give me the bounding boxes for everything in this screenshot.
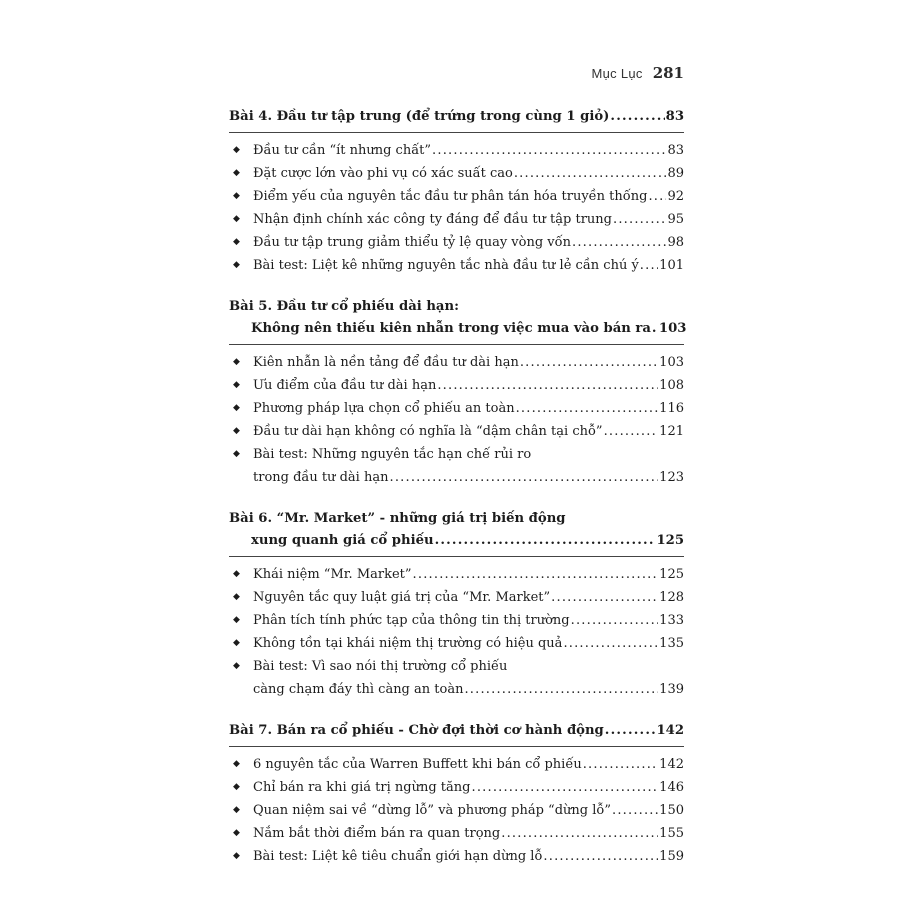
- dot-leader: [571, 609, 659, 632]
- toc-entry-line: [253, 397, 684, 420]
- toc-entry: [229, 799, 684, 822]
- toc-entry-text: 6 nguyên tắc của Warren Buffett khi bán cổ phiếu: [253, 757, 582, 772]
- diamond-bullet-icon: ◆: [233, 759, 240, 769]
- toc-section: [229, 508, 684, 701]
- section-title-line: [229, 530, 684, 552]
- toc-entry-line: [253, 351, 684, 374]
- toc-entry-text: Nắm bắt thời điểm bán ra quan trọng: [253, 826, 501, 841]
- toc-entry: [229, 397, 684, 420]
- section-title-line: [229, 508, 684, 530]
- toc-section: [229, 720, 684, 868]
- running-header-title: Mục Lục: [591, 66, 643, 81]
- toc-entry-body: [253, 374, 684, 397]
- toc-entry-line: [253, 609, 684, 632]
- toc-entry: [229, 845, 684, 868]
- toc-entry-page-number: 146: [659, 780, 684, 795]
- diamond-bullet-icon: ◆: [233, 357, 240, 367]
- toc-entry-line: [253, 776, 684, 799]
- toc-entry: [229, 753, 684, 776]
- toc-entry-body: [253, 254, 684, 277]
- toc-entry-body: [253, 563, 684, 586]
- toc-entry: [229, 139, 684, 162]
- toc-entry-body: [253, 397, 684, 420]
- toc-entry-line: [253, 563, 684, 586]
- section-title-line: [229, 318, 687, 340]
- running-header-page-number: 281: [652, 64, 684, 82]
- toc-entry-line: [253, 753, 684, 776]
- toc-entry-body: [253, 231, 684, 254]
- toc-entry-page-number: 92: [667, 189, 684, 204]
- toc-entry-line: [253, 254, 684, 277]
- toc-entry-page-number: 116: [659, 401, 684, 416]
- diamond-bullet-icon: ◆: [233, 237, 240, 247]
- dot-leader: [604, 420, 659, 443]
- section-title-line: [229, 106, 684, 128]
- toc-entry-body: [253, 609, 684, 632]
- toc-section: [229, 296, 687, 489]
- toc-entry-line: [253, 586, 684, 609]
- toc-entry-text: Quan niệm sai về “dừng lỗ” và phương pháp “dừng lỗ”: [253, 803, 611, 818]
- toc-entry-page-number: 101: [659, 258, 684, 273]
- toc-entry-line: [253, 185, 684, 208]
- toc-entry-body: [253, 845, 684, 868]
- toc-entry-page-number: 150: [659, 803, 684, 818]
- section-title-text: xung quanh giá cổ phiếu: [251, 533, 434, 548]
- toc-entry-line: [253, 632, 684, 655]
- dot-leader: [551, 586, 658, 609]
- section-title: [229, 106, 684, 128]
- toc-entry-body: [253, 586, 684, 609]
- dot-leader: [613, 208, 666, 231]
- toc-entry: [229, 420, 684, 443]
- toc-entry-page-number: 108: [659, 378, 684, 393]
- diamond-bullet-icon: ◆: [233, 260, 240, 270]
- toc-entry-line: [253, 678, 684, 701]
- dot-leader: [640, 254, 658, 277]
- dot-leader: [563, 632, 658, 655]
- toc-entry-page-number: 133: [659, 613, 684, 628]
- section-title-text: Bài 5. Đầu tư cổ phiếu dài hạn:: [229, 299, 459, 314]
- toc-entry-text: Đầu tư cần “ít nhưng chất”: [253, 143, 432, 158]
- dot-leader: [437, 374, 658, 397]
- toc-entry-body: [253, 139, 684, 162]
- dot-leader: [501, 822, 658, 845]
- toc-entry-text: Nhận định chính xác công ty đáng để đầu tư tập trung: [253, 212, 612, 227]
- dot-leader: [514, 162, 667, 185]
- toc-entry-line: [253, 443, 684, 466]
- toc-entry-text: càng chạm đáy thì càng an toàn: [253, 682, 464, 697]
- dot-leader: [572, 231, 666, 254]
- section-title: [229, 508, 684, 552]
- section-divider: [229, 344, 684, 345]
- toc-entry-text: Bài test: Vì sao nói thị trường cổ phiếu: [253, 659, 508, 674]
- toc-entry-page-number: 83: [667, 143, 684, 158]
- section-page-number: 103: [658, 321, 687, 336]
- toc-entry: [229, 162, 684, 185]
- toc-entry-text: Phương pháp lựa chọn cổ phiếu an toàn: [253, 401, 515, 416]
- diamond-bullet-icon: ◆: [233, 380, 240, 390]
- toc-entry-body: [253, 443, 684, 489]
- section-page-number: 142: [656, 723, 684, 738]
- toc-entry-page-number: 139: [659, 682, 684, 697]
- dot-leader: [435, 530, 656, 552]
- toc-entry-page-number: 95: [667, 212, 684, 227]
- toc-entry-line: [253, 655, 684, 678]
- section-title-line: [229, 296, 684, 318]
- toc-entry-page-number: 135: [659, 636, 684, 651]
- dot-leader: [432, 139, 666, 162]
- dot-leader: [464, 678, 658, 701]
- dot-leader: [612, 799, 658, 822]
- toc-entry-line: [253, 139, 684, 162]
- toc-entry-page-number: 103: [659, 355, 684, 370]
- section-divider: [229, 746, 684, 747]
- section-title: [229, 720, 684, 742]
- toc-entry-text: Không tồn tại khái niệm thị trường có hiệu quả: [253, 636, 563, 651]
- toc-entry-text: Đầu tư tập trung giảm thiểu tỷ lệ quay vòng vốn: [253, 235, 571, 250]
- dot-leader: [605, 720, 656, 742]
- toc-entry-text: Phân tích tính phức tạp của thông tin thị trường: [253, 613, 570, 628]
- toc-entry-text: Khái niệm “Mr. Market”: [253, 567, 412, 582]
- toc-entry-body: [253, 655, 684, 701]
- toc-entry-text: Ưu điểm của đầu tư dài hạn: [253, 378, 437, 393]
- section-title-text: Bài 6. “Mr. Market” - những giá trị biến động: [229, 511, 566, 526]
- section-title-text: Bài 7. Bán ra cổ phiếu - Chờ đợi thời cơ hành động: [229, 723, 604, 738]
- diamond-bullet-icon: ◆: [233, 191, 240, 201]
- running-header: [229, 64, 684, 82]
- toc-entry-body: [253, 162, 684, 185]
- dot-leader: [610, 106, 664, 128]
- diamond-bullet-icon: ◆: [233, 851, 240, 861]
- section-title-text: Bài 4. Đầu tư tập trung (để trứng trong cùng 1 giỏ): [229, 109, 610, 124]
- toc-entry-text: Nguyên tắc quy luật giá trị của “Mr. Market”: [253, 590, 551, 605]
- diamond-bullet-icon: ◆: [233, 214, 240, 224]
- toc-entry-line: [253, 162, 684, 185]
- toc-entry-line: [253, 845, 684, 868]
- diamond-bullet-icon: ◆: [233, 592, 240, 602]
- toc-entry-page-number: 125: [659, 567, 684, 582]
- dot-leader: [516, 397, 659, 420]
- diamond-bullet-icon: ◆: [233, 403, 240, 413]
- toc-entry: [229, 374, 684, 397]
- dot-leader: [471, 776, 658, 799]
- diamond-bullet-icon: ◆: [233, 828, 240, 838]
- diamond-bullet-icon: ◆: [233, 168, 240, 178]
- toc-entry: [229, 776, 684, 799]
- section-page-number: 83: [665, 109, 684, 124]
- toc-entry-text: Bài test: Liệt kê những nguyên tắc nhà đầu tư lẻ cần chú ý: [253, 258, 639, 273]
- toc-entry-text: Đầu tư dài hạn không có nghĩa là “dậm chân tại chỗ”: [253, 424, 603, 439]
- toc-entry: [229, 822, 684, 845]
- dot-leader: [583, 753, 658, 776]
- toc-entry-page-number: 128: [659, 590, 684, 605]
- toc-entry: [229, 563, 684, 586]
- section-page-number: 125: [656, 533, 684, 548]
- dot-leader: [652, 318, 658, 340]
- dot-leader: [520, 351, 658, 374]
- toc-entry-page-number: 98: [667, 235, 684, 250]
- section-divider: [229, 132, 684, 133]
- toc-entry: [229, 231, 684, 254]
- section-title-line: [229, 720, 684, 742]
- toc-entry-line: [253, 466, 684, 489]
- toc-entry: [229, 443, 684, 489]
- toc-entry: [229, 655, 684, 701]
- toc-entry-body: [253, 351, 684, 374]
- toc-entry-line: [253, 420, 684, 443]
- toc-entry-page-number: 159: [659, 849, 684, 864]
- toc-entry-text: Bài test: Những nguyên tắc hạn chế rủi ro: [253, 447, 532, 462]
- toc-entry-body: [253, 753, 684, 776]
- diamond-bullet-icon: ◆: [233, 782, 240, 792]
- toc-entry-body: [253, 420, 684, 443]
- table-of-contents: [229, 106, 687, 887]
- diamond-bullet-icon: ◆: [233, 145, 240, 155]
- toc-entry-body: [253, 799, 684, 822]
- toc-entry-page-number: 123: [659, 470, 684, 485]
- toc-entry-text: Đặt cược lớn vào phi vụ có xác suất cao: [253, 166, 513, 181]
- toc-entry-body: [253, 822, 684, 845]
- toc-entry-page-number: 155: [659, 826, 684, 841]
- section-title: [229, 296, 687, 340]
- toc-entry-page-number: 121: [659, 424, 684, 439]
- toc-entry-body: [253, 208, 684, 231]
- toc-entry: [229, 632, 684, 655]
- toc-entry-line: [253, 822, 684, 845]
- toc-entry-text: trong đầu tư dài hạn: [253, 470, 389, 485]
- toc-entry-line: [253, 374, 684, 397]
- toc-entry-line: [253, 231, 684, 254]
- toc-entry-page-number: 142: [659, 757, 684, 772]
- toc-entry-line: [253, 208, 684, 231]
- toc-entry-body: [253, 632, 684, 655]
- diamond-bullet-icon: ◆: [233, 449, 240, 459]
- diamond-bullet-icon: ◆: [233, 661, 240, 671]
- diamond-bullet-icon: ◆: [233, 426, 240, 436]
- diamond-bullet-icon: ◆: [233, 805, 240, 815]
- toc-entry-text: Điểm yếu của nguyên tắc đầu tư phân tán hóa truyền thống: [253, 189, 648, 204]
- toc-entry: [229, 254, 684, 277]
- toc-entry-page-number: 89: [667, 166, 684, 181]
- diamond-bullet-icon: ◆: [233, 638, 240, 648]
- toc-entry-line: [253, 799, 684, 822]
- diamond-bullet-icon: ◆: [233, 569, 240, 579]
- toc-entry: [229, 185, 684, 208]
- dot-leader: [389, 466, 658, 489]
- toc-entry-text: Bài test: Liệt kê tiêu chuẩn giới hạn dừng lỗ: [253, 849, 543, 864]
- section-divider: [229, 556, 684, 557]
- toc-entry: [229, 609, 684, 632]
- dot-leader: [648, 185, 666, 208]
- section-title-text: Không nên thiếu kiên nhẫn trong việc mua vào bán ra: [251, 321, 651, 336]
- toc-entry-body: [253, 776, 684, 799]
- toc-entry-body: [253, 185, 684, 208]
- dot-leader: [543, 845, 658, 868]
- toc-entry: [229, 208, 684, 231]
- toc-entry-text: Chỉ bán ra khi giá trị ngừng tăng: [253, 780, 471, 795]
- toc-entry: [229, 351, 684, 374]
- diamond-bullet-icon: ◆: [233, 615, 240, 625]
- toc-section: [229, 106, 684, 277]
- toc-entry: [229, 586, 684, 609]
- toc-entry-text: Kiên nhẫn là nền tảng để đầu tư dài hạn: [253, 355, 519, 370]
- dot-leader: [413, 563, 659, 586]
